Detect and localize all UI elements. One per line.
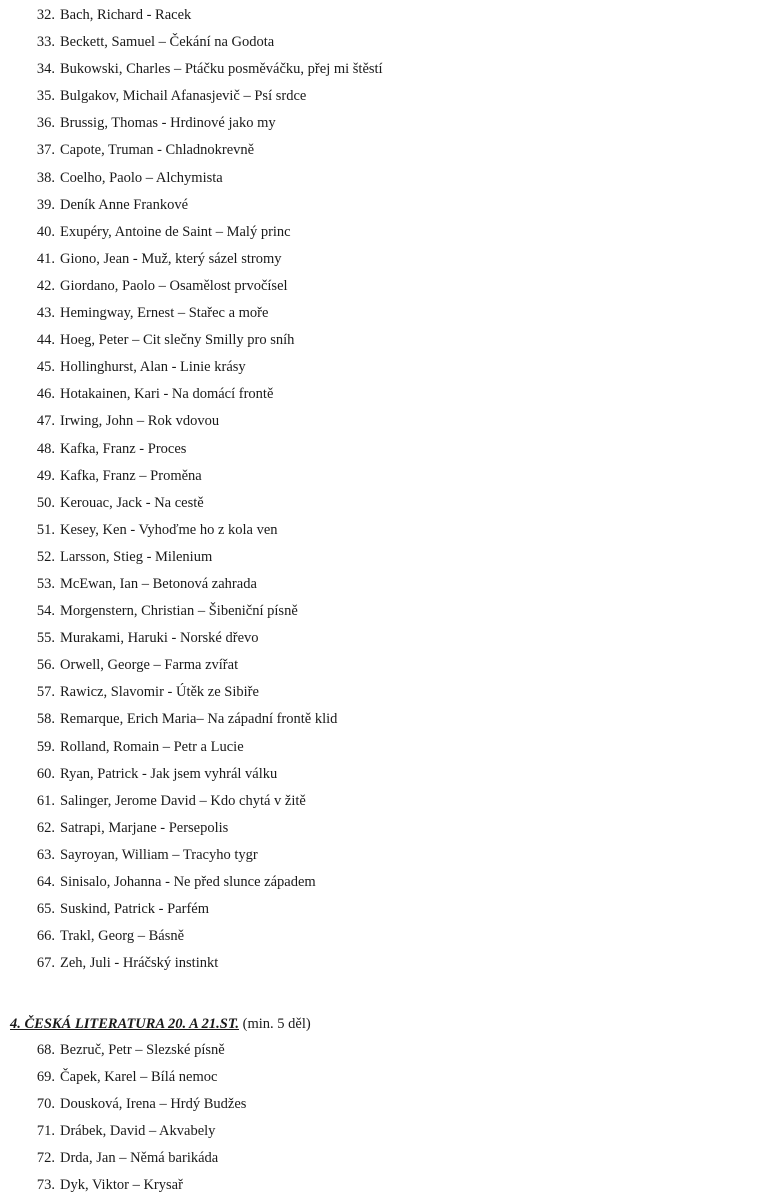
list-item xyxy=(0,463,383,490)
list-item xyxy=(0,110,383,137)
list-item xyxy=(0,652,383,679)
section-title: 4. ČESKÁ LITERATURA 20. A 21.ST. xyxy=(10,1016,239,1032)
item-title: Exupéry, Antoine de Saint – Malý princ xyxy=(60,223,291,240)
item-title: Satrapi, Marjane - Persepolis xyxy=(60,819,229,836)
item-number: 55. xyxy=(36,630,55,647)
item-number: 52. xyxy=(36,548,55,565)
list-item xyxy=(0,273,383,300)
list-item xyxy=(0,1037,246,1064)
list-item xyxy=(0,490,383,517)
item-number: 42. xyxy=(36,277,55,294)
list-item xyxy=(0,788,383,815)
item-number: 71. xyxy=(36,1123,55,1140)
list-item xyxy=(0,734,383,761)
list-item xyxy=(0,83,383,110)
item-number: 72. xyxy=(36,1150,55,1167)
item-title: Trakl, Georg – Básně xyxy=(60,928,185,945)
item-number: 41. xyxy=(36,250,55,267)
item-number: 44. xyxy=(36,332,55,349)
item-title: Kerouac, Jack - Na cestě xyxy=(60,494,204,511)
item-title: Hotakainen, Kari - Na domácí frontě xyxy=(60,386,274,403)
item-number: 67. xyxy=(36,955,55,972)
section-note: (min. 5 děl) xyxy=(242,1016,311,1032)
item-number: 43. xyxy=(36,305,55,322)
list-item xyxy=(0,327,383,354)
item-title: Orwell, George – Farma zvířat xyxy=(60,657,239,674)
list-item xyxy=(0,436,383,463)
item-title: Deník Anne Frankové xyxy=(60,196,189,213)
list-item xyxy=(0,706,383,733)
item-number: 61. xyxy=(36,792,55,809)
list-item xyxy=(0,815,383,842)
item-title: Ryan, Patrick - Jak jsem vyhrál válku xyxy=(60,765,278,782)
list-item xyxy=(0,56,383,83)
list-item xyxy=(0,842,383,869)
item-number: 46. xyxy=(36,386,55,403)
list-item xyxy=(0,1064,246,1091)
item-number: 68. xyxy=(36,1042,55,1058)
item-number: 38. xyxy=(36,169,55,186)
item-title: Coelho, Paolo – Alchymista xyxy=(60,169,223,186)
list-item xyxy=(0,29,383,56)
list-item xyxy=(0,571,383,598)
item-number: 60. xyxy=(36,765,55,782)
item-title: Capote, Truman - Chladnokrevně xyxy=(60,142,255,159)
item-title: Bukowski, Charles – Ptáčku posměváčku, přej mi štěstí xyxy=(60,61,383,78)
item-number: 66. xyxy=(36,928,55,945)
item-title: Irwing, John – Rok vdovou xyxy=(60,413,220,430)
item-title: Bach, Richard - Racek xyxy=(60,7,192,23)
item-number: 40. xyxy=(36,223,55,240)
item-title: Murakami, Haruki - Norské dřevo xyxy=(60,630,259,647)
list-item xyxy=(0,761,383,788)
item-number: 49. xyxy=(36,467,55,484)
list-item xyxy=(0,300,383,327)
reading-list-world xyxy=(0,2,383,977)
list-item xyxy=(0,354,383,381)
item-title: Hoeg, Peter – Cit slečny Smilly pro sníh xyxy=(60,332,295,349)
list-item xyxy=(0,246,383,273)
list-item xyxy=(0,192,383,219)
item-title: Suskind, Patrick - Parfém xyxy=(60,901,210,918)
item-number: 73. xyxy=(36,1177,55,1194)
item-number: 56. xyxy=(36,657,55,674)
item-title: Beckett, Samuel – Čekání na Godota xyxy=(60,34,275,51)
item-title: Salinger, Jerome David – Kdo chytá v žitě xyxy=(60,792,306,809)
item-number: 37. xyxy=(36,142,55,159)
list-item xyxy=(0,219,383,246)
item-number: 47. xyxy=(36,413,55,430)
item-title: Kafka, Franz – Proměna xyxy=(60,467,202,484)
item-number: 51. xyxy=(36,521,55,538)
item-number: 69. xyxy=(36,1069,55,1086)
item-title: Drda, Jan – Němá barikáda xyxy=(60,1150,219,1167)
list-item xyxy=(0,1118,246,1145)
item-title: Sinisalo, Johanna - Ne před slunce západem xyxy=(60,874,316,890)
item-title: Kesey, Ken - Vyhoďme ho z kola ven xyxy=(60,521,278,538)
list-item xyxy=(0,2,383,29)
item-title: Čapek, Karel – Bílá nemoc xyxy=(60,1069,218,1086)
item-title: Rolland, Romain – Petr a Lucie xyxy=(60,738,244,755)
item-number: 70. xyxy=(36,1096,55,1113)
item-title: Bulgakov, Michail Afanasjevič – Psí srdce xyxy=(60,88,307,105)
item-number: 33. xyxy=(36,34,55,51)
item-title: Bezruč, Petr – Slezské písně xyxy=(60,1042,225,1058)
item-number: 54. xyxy=(36,603,55,620)
item-title: McEwan, Ian – Betonová zahrada xyxy=(60,575,257,592)
list-item xyxy=(0,165,383,192)
item-number: 53. xyxy=(36,575,55,592)
list-item xyxy=(0,1145,246,1172)
list-item xyxy=(0,625,383,652)
item-number: 63. xyxy=(36,846,55,863)
item-title: Drábek, David – Akvabely xyxy=(60,1123,216,1140)
item-number: 48. xyxy=(36,440,55,457)
item-title: Dyk, Viktor – Krysař xyxy=(60,1177,183,1194)
item-title: Zeh, Juli - Hráčský instinkt xyxy=(60,955,219,972)
item-title: Brussig, Thomas - Hrdinové jako my xyxy=(60,115,276,132)
list-item xyxy=(0,137,383,164)
item-title: Hemingway, Ernest – Stařec a moře xyxy=(60,305,269,322)
list-item xyxy=(0,950,383,977)
item-number: 45. xyxy=(36,359,55,376)
list-item xyxy=(0,679,383,706)
item-number: 34. xyxy=(36,61,55,78)
item-number: 39. xyxy=(36,196,55,213)
item-title: Dousková, Irena – Hrdý Budžes xyxy=(60,1096,247,1113)
section-heading xyxy=(10,1011,311,1038)
item-number: 32. xyxy=(36,7,55,23)
list-item xyxy=(0,517,383,544)
reading-list-czech xyxy=(0,1037,246,1200)
item-number: 62. xyxy=(36,819,55,836)
item-title: Hollinghurst, Alan - Linie krásy xyxy=(60,359,246,376)
item-number: 35. xyxy=(36,88,55,105)
item-title: Sayroyan, William – Tracyho tygr xyxy=(60,846,258,863)
item-number: 57. xyxy=(36,684,55,701)
item-number: 65. xyxy=(36,901,55,918)
list-item xyxy=(0,1172,246,1199)
item-title: Larsson, Stieg - Milenium xyxy=(60,548,213,565)
list-item xyxy=(0,896,383,923)
item-title: Giordano, Paolo – Osamělost prvočísel xyxy=(60,277,288,294)
list-item xyxy=(0,544,383,571)
item-number: 50. xyxy=(36,494,55,511)
item-number: 58. xyxy=(36,711,55,728)
item-number: 59. xyxy=(36,738,55,755)
list-item xyxy=(0,598,383,625)
item-title: Morgenstern, Christian – Šibeniční písně xyxy=(60,603,298,620)
list-item xyxy=(0,408,383,435)
item-number: 36. xyxy=(36,115,55,132)
list-item xyxy=(0,923,383,950)
list-item xyxy=(0,381,383,408)
item-title: Rawicz, Slavomir - Útěk ze Sibiře xyxy=(60,684,259,701)
list-item xyxy=(0,1091,246,1118)
list-item xyxy=(0,869,383,896)
item-title: Remarque, Erich Maria– Na západní frontě klid xyxy=(60,711,338,728)
item-title: Giono, Jean - Muž, který sázel stromy xyxy=(60,250,282,267)
item-title: Kafka, Franz - Proces xyxy=(60,440,187,457)
item-number: 64. xyxy=(36,874,55,890)
